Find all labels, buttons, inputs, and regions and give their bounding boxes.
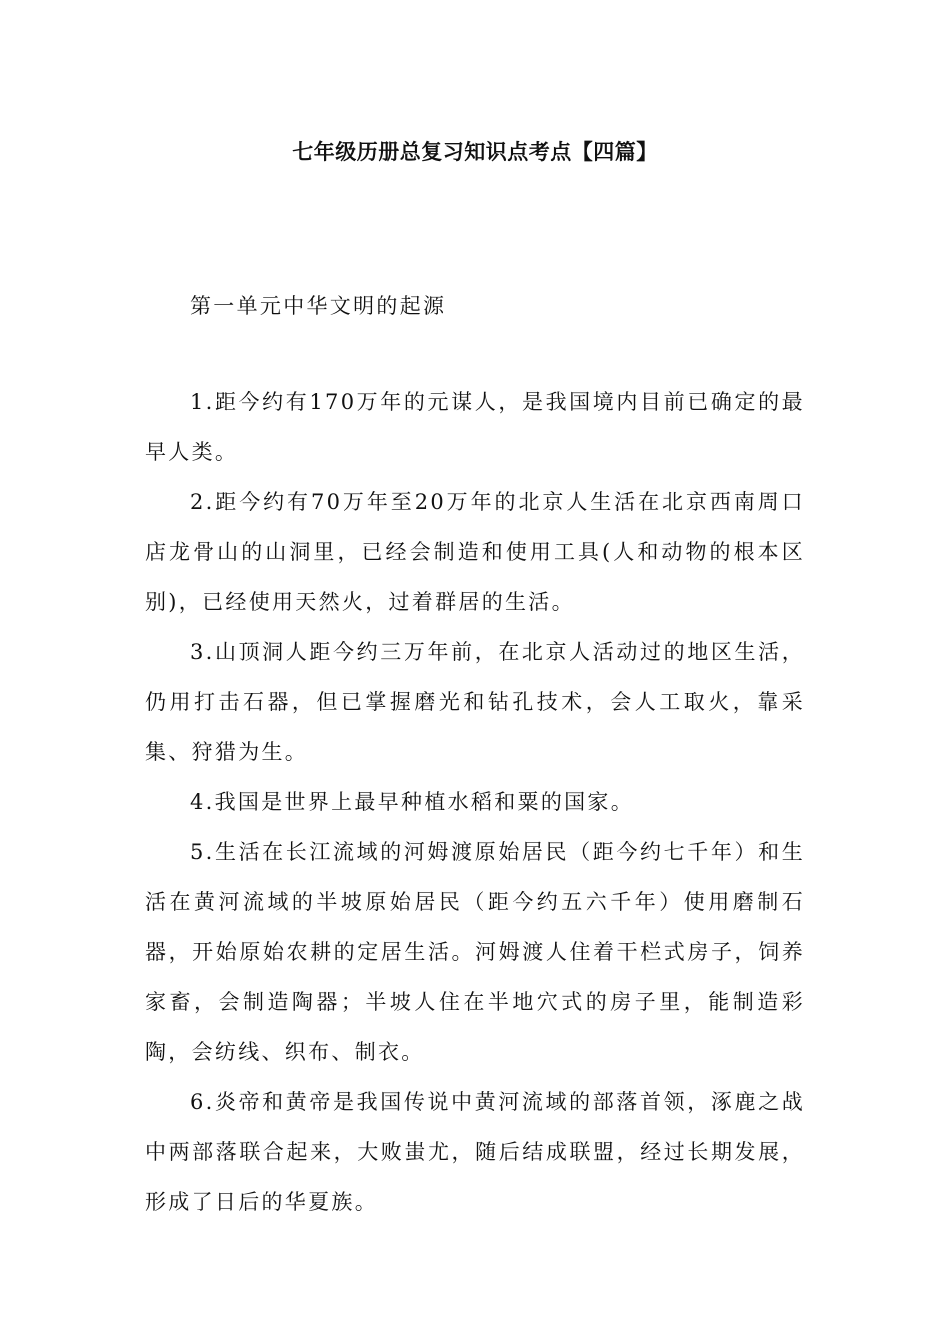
unit-heading: 第一单元中华文明的起源	[190, 294, 447, 318]
paragraph-1: 1.距今约有170万年的元谋人，是我国境内目前已确定的最早人类。	[145, 390, 805, 464]
paragraph-6: 6.炎帝和黄帝是我国传说中黄河流域的部落首领，涿鹿之战中两部落联合起来，大败蚩尤，随后结成联盟，经过长期发展，形成了日后的华夏族。	[145, 1090, 805, 1214]
document-title: 七年级历册总复习知识点考点【四篇】	[292, 140, 658, 164]
paragraph-4: 4.我国是世界上最早种植水稻和粟的国家。	[190, 790, 635, 814]
paragraph-3: 3.山顶洞人距今约三万年前，在北京人活动过的地区生活，仍用打击石器，但已掌握磨光和钻孔技术，会人工取火，靠采集、狩猎为生。	[145, 640, 805, 764]
paragraph-2: 2.距今约有70万年至20万年的北京人生活在北京西南周口店龙骨山的山洞里，已经会制造和使用工具(人和动物的根本区别)，已经使用天然火，过着群居的生活。	[145, 490, 805, 614]
paragraph-5: 5.生活在长江流域的河姆渡原始居民（距今约七千年）和生活在黄河流域的半坡原始居民（距今约五六千年）使用磨制石器，开始原始农耕的定居生活。河姆渡人住着干栏式房子，饲养家畜，会制造陶器；半坡人住在半地穴式的房子里，能制造彩陶，会纺线、织布、制衣。	[145, 840, 805, 1064]
knowledge-points	[145, 377, 805, 1227]
